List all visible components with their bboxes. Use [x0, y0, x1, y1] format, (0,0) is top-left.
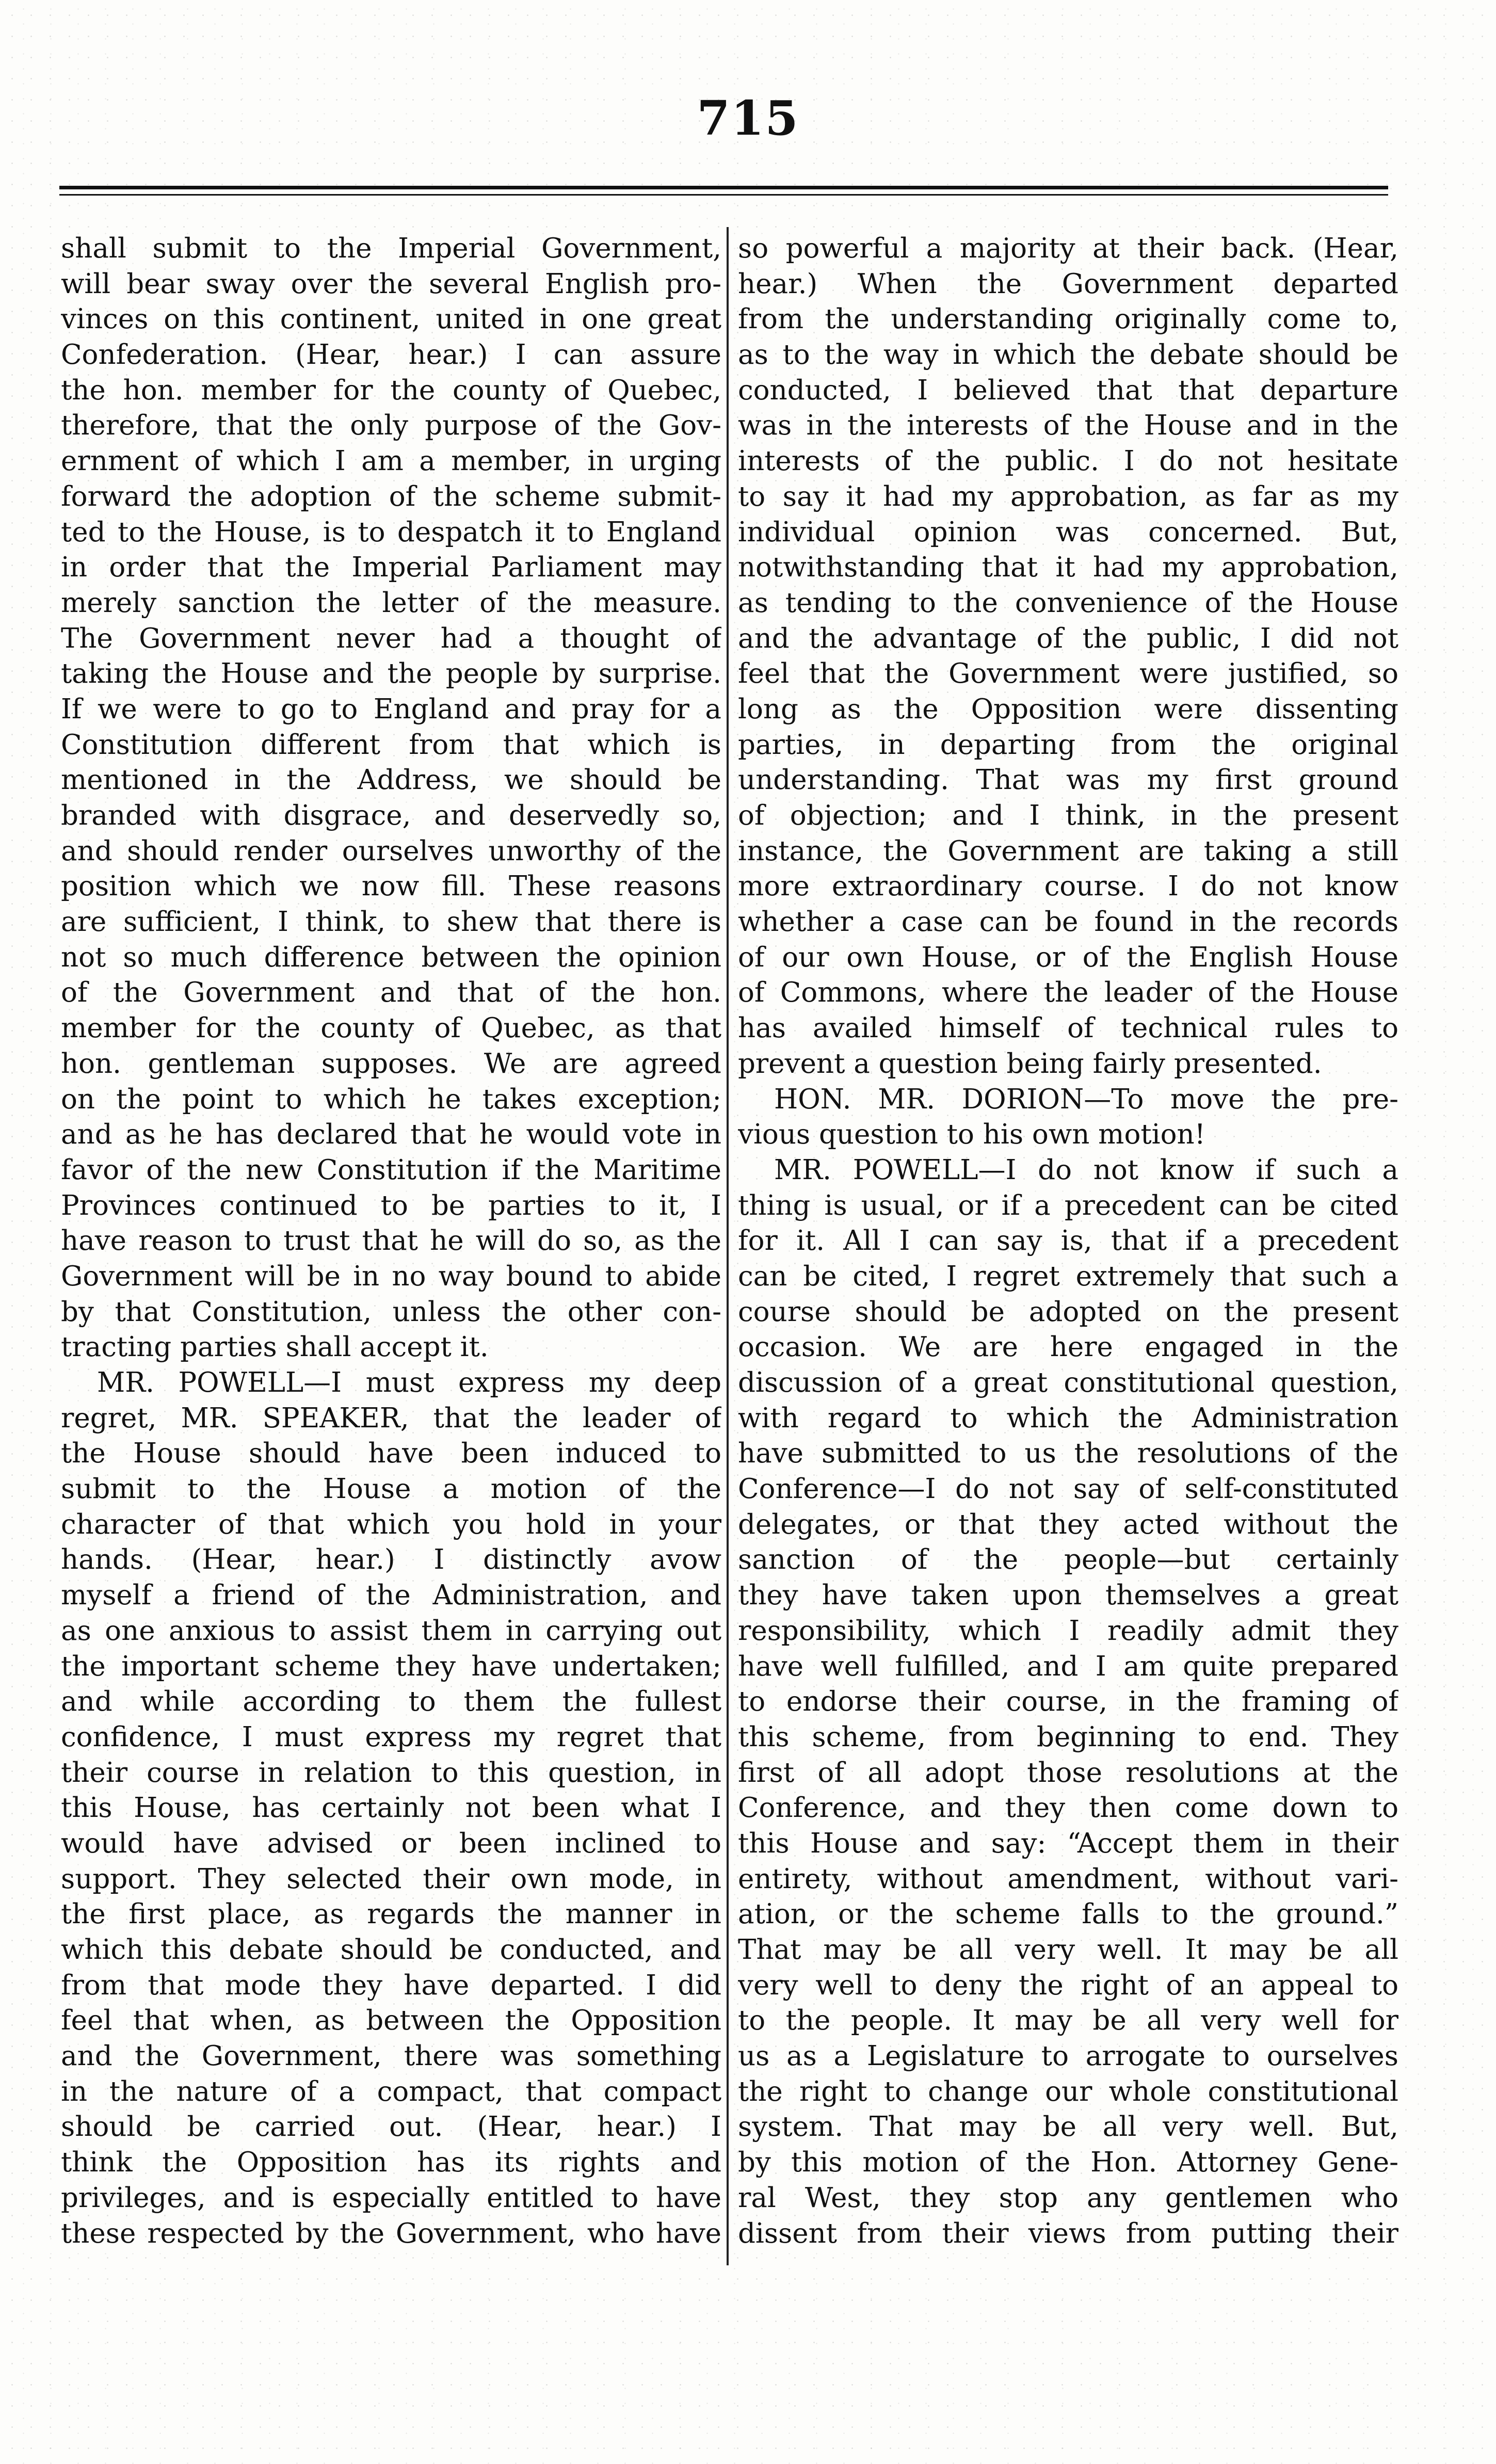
- text-line: whether a case can be found in the records: [738, 906, 1398, 938]
- text-line: the right to change our whole constitutional: [738, 2075, 1398, 2107]
- text-line: for it. All I can say is, that if a precedent: [738, 1225, 1398, 1257]
- text-line: hands. (Hear, hear.) I distinctly avow: [61, 1544, 721, 1576]
- header-rule-thick: [59, 186, 1388, 189]
- text-line: Government will be in no way bound to abide: [61, 1260, 721, 1292]
- text-line: this House and say: “Accept them in their: [738, 1827, 1398, 1859]
- text-line: have well fulfilled, and I am quite prepared: [738, 1650, 1398, 1682]
- text-line: favor of the new Constitution if the Maritime: [61, 1154, 721, 1186]
- text-line: hear.) When the Government departed: [738, 268, 1398, 300]
- text-line: ation, or the scheme falls to the ground.”: [738, 1898, 1398, 1930]
- text-line: myself a friend of the Administration, and: [61, 1580, 721, 1612]
- text-line: more extraordinary course. I do not know: [738, 871, 1398, 903]
- text-line: Constitution different from that which is: [61, 729, 721, 761]
- text-line: their course in relation to this question, in: [61, 1757, 721, 1789]
- text-line: prevent a question being fairly presented.: [738, 1048, 1322, 1080]
- text-line: system. That may be all very well. But,: [738, 2111, 1398, 2143]
- text-line: shall submit to the Imperial Government,: [61, 233, 721, 264]
- text-line: the House should have been induced to: [61, 1438, 721, 1470]
- text-line: parties, in departing from the original: [738, 729, 1398, 761]
- text-line: was in the interests of the House and in the: [738, 410, 1398, 442]
- text-line: understanding. That was my first ground: [738, 764, 1398, 796]
- text-line: by this motion of the Hon. Attorney Gene-: [738, 2147, 1398, 2179]
- text-line: That may be all very well. It may be all: [738, 1934, 1398, 1966]
- text-line: confidence, I must express my regret that: [61, 1721, 721, 1753]
- text-line: and the advantage of the public, I did not: [738, 622, 1398, 654]
- text-line: has availed himself of technical rules to: [738, 1012, 1398, 1044]
- text-line: HON. MR. DORION—To move the pre-: [774, 1083, 1398, 1115]
- column-divider: [727, 227, 729, 2265]
- text-line: If we were to go to England and pray for a: [61, 693, 721, 725]
- text-line: Provinces continued to be parties to it, I: [61, 1189, 721, 1221]
- text-line: and while according to them the fullest: [61, 1686, 721, 1718]
- text-line: to the people. It may be all very well for: [738, 2005, 1398, 2037]
- text-line: vinces on this continent, united in one great: [61, 303, 721, 335]
- text-line: they have taken upon themselves a great: [738, 1580, 1398, 1612]
- text-line: of our own House, or of the English House: [738, 941, 1398, 973]
- text-line: tracting parties shall accept it.: [61, 1331, 489, 1363]
- text-line: are sufficient, I think, to shew that there is: [61, 906, 721, 938]
- text-line: this House, has certainly not been what I: [61, 1792, 721, 1824]
- text-line: member for the county of Quebec, as that: [61, 1012, 721, 1044]
- text-line: so powerful a majority at their back. (Hear,: [738, 233, 1398, 264]
- text-line: this scheme, from beginning to end. They: [738, 1721, 1398, 1753]
- text-line: as to the way in which the debate should be: [738, 339, 1398, 371]
- text-line: merely sanction the letter of the measure.: [61, 587, 721, 619]
- text-line: taking the House and the people by surprise.: [61, 658, 721, 690]
- text-line: can be cited, I regret extremely that such a: [738, 1260, 1398, 1292]
- text-line: which this debate should be conducted, and: [61, 1934, 721, 1966]
- text-line: conducted, I believed that that departure: [738, 374, 1398, 406]
- text-line: Conference—I do not say of self-constituted: [738, 1473, 1398, 1505]
- text-line: by that Constitution, unless the other con-: [61, 1296, 721, 1328]
- text-line: dissent from their views from putting their: [738, 2217, 1398, 2249]
- page-number: 715: [697, 90, 799, 146]
- text-line: occasion. We are here engaged in the: [738, 1331, 1398, 1363]
- text-line: from that mode they have departed. I did: [61, 1969, 721, 2001]
- text-line: forward the adoption of the scheme submit-: [61, 480, 721, 512]
- text-line: on the point to which he takes exception;: [61, 1083, 721, 1115]
- text-line: delegates, or that they acted without the: [738, 1508, 1398, 1540]
- text-line: discussion of a great constitutional question,: [738, 1367, 1398, 1398]
- text-line: responsibility, which I readily admit they: [738, 1615, 1398, 1647]
- text-line: MR. POWELL—I must express my deep: [97, 1367, 721, 1398]
- text-line: of objection; and I think, in the present: [738, 800, 1398, 831]
- text-line: to endorse their course, in the framing of: [738, 1686, 1398, 1718]
- text-line: would have advised or been inclined to: [61, 1827, 721, 1859]
- text-line: will bear sway over the several English pro-: [61, 268, 721, 300]
- right-column: [738, 231, 1398, 2251]
- text-line: Conference, and they then come down to: [738, 1792, 1398, 1824]
- text-line: entirety, without amendment, without vari-: [738, 1863, 1398, 1895]
- text-line: The Government never had a thought of: [61, 622, 721, 654]
- text-line: first of all adopt those resolutions at the: [738, 1757, 1398, 1789]
- header-rule-thin: [59, 194, 1388, 196]
- text-line: sanction of the people—but certainly: [738, 1544, 1398, 1576]
- left-column: [61, 231, 721, 2251]
- text-line: instance, the Government are taking a still: [738, 835, 1398, 867]
- text-line: as tending to the convenience of the House: [738, 587, 1398, 619]
- text-line: course should be adopted on the present: [738, 1296, 1398, 1328]
- text-line: and should render ourselves unworthy of the: [61, 835, 721, 867]
- text-line: thing is usual, or if a precedent can be cited: [738, 1189, 1398, 1221]
- text-line: character of that which you hold in your: [61, 1508, 721, 1540]
- text-line: vious question to his own motion!: [738, 1119, 1205, 1151]
- text-line: long as the Opposition were dissenting: [738, 693, 1398, 725]
- text-line: privileges, and is especially entitled to have: [61, 2182, 721, 2214]
- text-line: the first place, as regards the manner in: [61, 1898, 721, 1930]
- text-line: to say it had my approbation, as far as my: [738, 480, 1398, 512]
- text-line: MR. POWELL—I do not know if such a: [774, 1154, 1398, 1186]
- text-line: the important scheme they have undertaken;: [61, 1650, 721, 1682]
- text-line: of Commons, where the leader of the House: [738, 977, 1398, 1009]
- text-line: feel that when, as between the Opposition: [61, 2005, 721, 2037]
- text-line: mentioned in the Address, we should be: [61, 764, 721, 796]
- text-line: of the Government and that of the hon.: [61, 977, 721, 1009]
- text-line: position which we now fill. These reasons: [61, 871, 721, 903]
- text-line: feel that the Government were justified, so: [738, 658, 1398, 690]
- text-line: Confederation. (Hear, hear.) I can assure: [61, 339, 721, 371]
- text-line: us as a Legislature to arrogate to ourselves: [738, 2040, 1398, 2072]
- text-line: hon. gentleman supposes. We are agreed: [61, 1048, 721, 1080]
- text-line: branded with disgrace, and deservedly so,: [61, 800, 721, 831]
- text-line: submit to the House a motion of the: [61, 1473, 721, 1505]
- text-line: in order that the Imperial Parliament may: [61, 552, 721, 584]
- text-line: the hon. member for the county of Quebec,: [61, 374, 721, 406]
- text-line: and as he has declared that he would vote in: [61, 1119, 721, 1151]
- text-line: in the nature of a compact, that compact: [61, 2075, 721, 2107]
- text-line: individual opinion was concerned. But,: [738, 516, 1398, 548]
- text-line: ral West, they stop any gentlemen who: [738, 2182, 1398, 2214]
- text-line: have submitted to us the resolutions of the: [738, 1438, 1398, 1470]
- text-line: very well to deny the right of an appeal to: [738, 1969, 1398, 2001]
- text-line: have reason to trust that he will do so, as the: [61, 1225, 721, 1257]
- text-line: therefore, that the only purpose of the Gov-: [61, 410, 721, 442]
- text-line: from the understanding originally come to,: [738, 303, 1398, 335]
- text-line: these respected by the Government, who have: [61, 2217, 721, 2249]
- text-line: with regard to which the Administration: [738, 1402, 1398, 1434]
- text-line: as one anxious to assist them in carrying out: [61, 1615, 721, 1647]
- text-line: interests of the public. I do not hesitate: [738, 445, 1398, 477]
- text-line: and the Government, there was something: [61, 2040, 721, 2072]
- text-line: regret, MR. SPEAKER, that the leader of: [61, 1402, 721, 1434]
- text-line: ted to the House, is to despatch it to England: [61, 516, 721, 548]
- text-line: not so much difference between the opinion: [61, 941, 721, 973]
- text-line: notwithstanding that it had my approbation,: [738, 552, 1398, 584]
- text-line: should be carried out. (Hear, hear.) I: [61, 2111, 721, 2143]
- text-line: think the Opposition has its rights and: [61, 2147, 721, 2179]
- text-line: ernment of which I am a member, in urging: [61, 445, 721, 477]
- text-line: support. They selected their own mode, in: [61, 1863, 721, 1895]
